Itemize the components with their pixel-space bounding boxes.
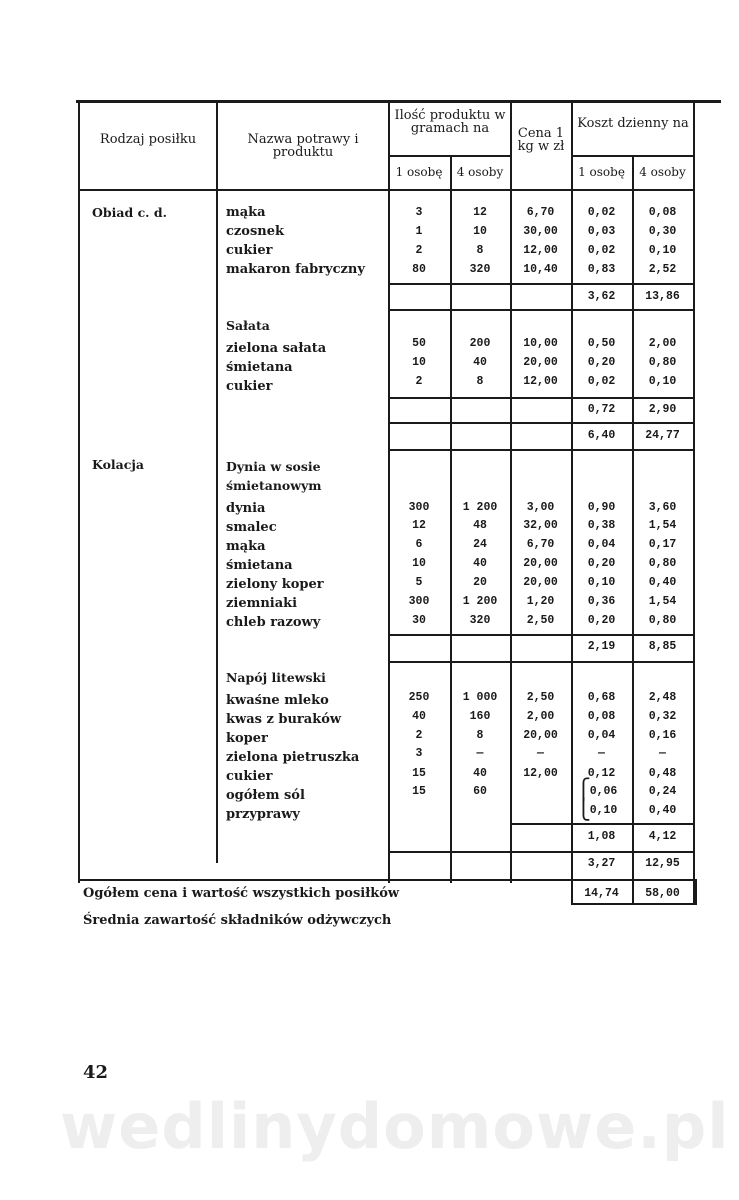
price-per-kg: 2,50 [526,691,555,704]
subtotal-cost-four: 2,90 [648,403,677,416]
dish-group-title: Dynia w sosie śmietanowym [226,459,322,493]
cost-four: 0,10 [648,244,677,257]
grams-four: 12 [473,206,487,219]
cost-four: 2,48 [648,691,677,704]
product-name: śmietana [226,558,293,573]
watermark: wedlinydomowe.pl [60,1090,730,1163]
total-cost-one: 3,27 [587,857,616,870]
grams-one: 40 [412,710,426,723]
grams-one: 2 [415,375,423,388]
cost-four: 0,48 [648,767,677,780]
header-divider [571,155,693,157]
grand-total-rule [571,903,695,905]
price-per-kg: 10,40 [523,263,558,276]
grams-four: 40 [473,356,487,369]
cost-one: 0,20 [587,614,616,627]
cost-four: 0,40 [648,576,677,589]
header-g4: 4 osoby [456,165,504,179]
subtotal-cost-four: 8,85 [648,640,677,653]
price-per-kg: 1,20 [526,595,555,608]
subtotal-cost-four: 4,12 [648,830,677,843]
column-divider [216,103,218,863]
total-rule [388,422,695,424]
grams-four: 1 200 [462,595,498,608]
price-per-kg: 6,70 [526,206,555,219]
price-per-kg: 32,00 [523,519,558,532]
grand-total-label: Ogółem cena i wartość wszystkich posiłków [83,886,400,901]
price-per-kg: — [537,747,544,760]
grams-four: 1 000 [462,691,498,704]
category-label: Obiad c. d. [92,205,167,220]
header-dish-name: Nazwa potrawy i produktu [247,132,359,160]
grams-one: 10 [412,557,426,570]
grams-four: 40 [473,767,487,780]
product-name: śmietana [226,360,293,375]
price-per-kg: 12,00 [523,375,558,388]
cost-four: 2,00 [648,337,677,350]
cost-four: 3,60 [648,501,677,514]
brace-icon: ⎩ [576,797,591,821]
subtotal-rule [388,283,695,285]
cost-one: 0,04 [587,538,616,551]
product-name: makaron fabryczny [226,262,365,277]
price-per-kg: 20,00 [523,729,558,742]
grams-one: 6 [415,538,423,551]
price-per-kg: 12,00 [523,767,558,780]
cost-one: 0,38 [587,519,616,532]
product-name: ziemniaki [226,596,298,611]
grand-total-cost-one: 14,74 [584,887,619,900]
cost-one: 0,02 [587,244,616,257]
product-name: ogółem sól [226,788,305,803]
header-g1: 1 osobę [395,165,443,179]
product-name: zielona sałata [226,341,327,356]
product-name: kwaśne mleko [226,693,329,708]
product-name: smalec [226,520,277,535]
header-c1: 1 osobę [578,165,625,179]
grams-four: 10 [473,225,487,238]
cost-one: 0,10 [589,804,618,817]
cost-one: 0,12 [587,767,616,780]
grams-four: 320 [469,614,491,627]
grams-one: 1 [415,225,423,238]
grams-four: — [476,747,484,760]
grams-one: 2 [415,729,423,742]
header-bottom-rule [78,189,695,191]
product-name: chleb razowy [226,615,321,630]
cost-one: 0,03 [587,225,616,238]
cost-four: 0,08 [648,206,677,219]
cost-one: 0,10 [587,576,616,589]
cost-four: 0,17 [648,538,677,551]
grand-total-cost-four: 58,00 [645,887,680,900]
grams-one: 15 [412,785,426,798]
price-per-kg: 3,00 [526,501,555,514]
grams-one: 12 [412,519,426,532]
cost-four: 0,32 [648,710,677,723]
cost-four: 0,30 [648,225,677,238]
product-name: dynia [226,501,266,516]
cost-one: 0,02 [587,375,616,388]
grams-one: 300 [408,501,430,514]
grams-four: 1 200 [462,501,498,514]
subtotal-rule [388,309,695,311]
grams-four: 20 [473,576,487,589]
product-name: koper [226,731,268,746]
product-name: cukier [226,243,273,258]
cost-four: 0,80 [648,614,677,627]
page-number: 42 [83,1062,109,1083]
subtotal-cost-one: 0,72 [587,403,616,416]
subtotal-cost-one: 2,19 [587,640,616,653]
grams-one: 2 [415,244,423,257]
table-bottom-rule [78,879,695,881]
cost-four: 0,40 [648,804,677,817]
nutrients-label: Średnia zawartość składników odżywczych [83,913,392,928]
cost-four: 1,54 [648,519,677,532]
product-name: zielona pietruszka [226,750,360,765]
cost-one: 0,20 [587,356,616,369]
subtotal-rule [510,823,695,825]
grams-one: 3 [415,206,423,219]
grams-four: 8 [476,375,484,388]
product-name: cukier [226,769,273,784]
price-per-kg: 20,00 [523,576,558,589]
cost-one: 0,04 [587,729,616,742]
product-name: cukier [226,379,273,394]
header-price: Cena 1 kg w zł [517,126,565,154]
category-label: Kolacja [92,457,145,472]
price-per-kg: 30,00 [523,225,558,238]
total-cost-four: 24,77 [645,429,680,442]
grams-four: 48 [473,519,487,532]
grams-four: 160 [469,710,491,723]
product-name: czosnek [226,224,285,239]
cost-four: 0,10 [648,375,677,388]
subtotal-rule [388,397,695,399]
cost-one: 0,20 [587,557,616,570]
cost-four: 0,80 [648,557,677,570]
price-per-kg: 12,00 [523,244,558,257]
price-per-kg: 2,00 [526,710,555,723]
product-name: zielony koper [226,577,324,592]
cost-one: 0,90 [587,501,616,514]
header-quantity: Ilość produktu w gramach na [394,108,506,136]
price-per-kg: 6,70 [526,538,555,551]
subtotal-rule [388,661,695,663]
cost-one: 0,68 [587,691,616,704]
grams-one: 5 [415,576,423,589]
dish-group-title: Napój litewski [226,670,326,685]
grams-one: 15 [412,767,426,780]
grams-one: 30 [412,614,426,627]
cost-one: 0,02 [587,206,616,219]
grams-four: 8 [476,244,484,257]
cost-table [78,103,696,883]
header-divider [388,155,510,157]
price-per-kg: 20,00 [523,557,558,570]
subtotal-cost-one: 1,08 [587,830,616,843]
product-name: kwas z buraków [226,712,342,727]
grams-four: 200 [469,337,491,350]
table-left-border [78,103,80,883]
grand-total-border [695,879,697,905]
grams-one: 3 [415,747,423,760]
total-rule [388,851,695,853]
cost-four: 1,54 [648,595,677,608]
product-name: mąka [226,205,266,220]
cost-four: 2,52 [648,263,677,276]
cost-four: 0,16 [648,729,677,742]
cost-one: — [598,747,605,760]
grams-one: 50 [412,337,426,350]
grams-four: 24 [473,538,487,551]
grams-four: 8 [476,729,484,742]
grams-four: 40 [473,557,487,570]
price-per-kg: 10,00 [523,337,558,350]
grams-four: 320 [469,263,491,276]
total-rule [388,449,695,451]
total-cost-four: 12,95 [645,857,680,870]
table-right-border [693,103,695,903]
product-name: przyprawy [226,807,300,822]
header-c4: 4 osoby [639,165,686,179]
header-cost: Koszt dzienny na [577,116,689,131]
cost-one: 0,50 [587,337,616,350]
subtotal-cost-one: 3,62 [587,290,616,303]
cost-one: 0,83 [587,263,616,276]
grams-one: 10 [412,356,426,369]
subtotal-rule [388,634,695,636]
price-per-kg: 20,00 [523,356,558,369]
grams-one: 300 [408,595,430,608]
brace-icon: ⎧ [576,777,591,801]
header-meal-type: Rodzaj posiłku [99,132,197,147]
cost-four: 0,80 [648,356,677,369]
grams-one: 250 [408,691,430,704]
subtotal-cost-four: 13,86 [645,290,680,303]
price-per-kg: 2,50 [526,614,555,627]
total-cost-one: 6,40 [587,429,616,442]
cost-one: 0,36 [587,595,616,608]
cost-four: — [659,747,666,760]
cost-four: 0,24 [648,785,677,798]
product-name: mąka [226,539,266,554]
cost-one: 0,08 [587,710,616,723]
cost-one: 0,06 [589,785,618,798]
dish-group-title: Sałata [226,318,270,333]
grams-one: 80 [412,263,426,276]
grams-four: 60 [473,785,487,798]
